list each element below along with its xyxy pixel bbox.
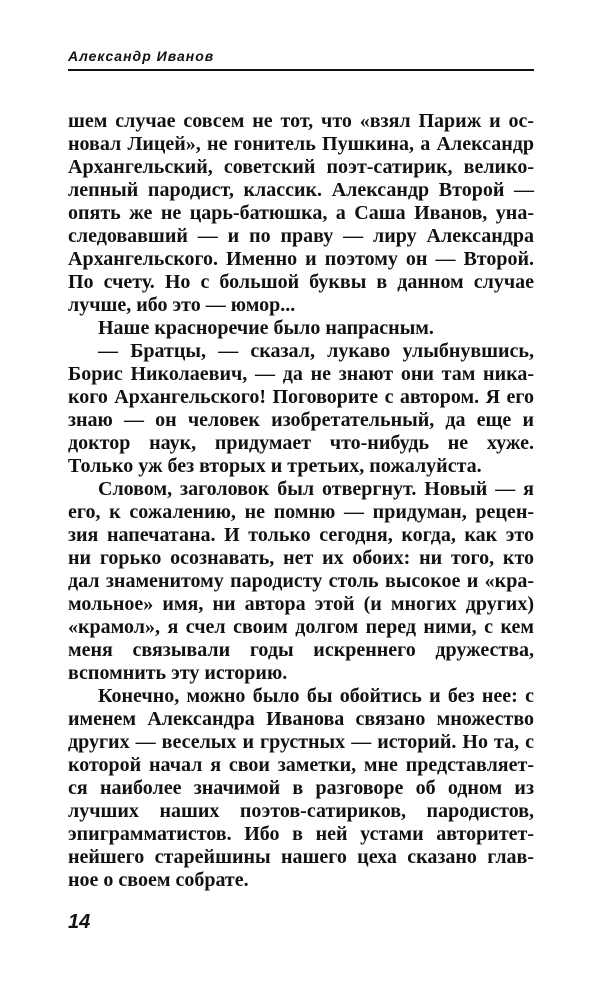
text-line: ное о своем собрате. <box>68 869 249 891</box>
text-line: меня связывали годы искреннего дружества, <box>68 639 534 661</box>
text-line: других — веселых и грустных — историй. Но та, с <box>68 731 534 753</box>
text-line: «крамол», я счел своим долгом перед ними, с кем <box>68 616 534 638</box>
text-line: Конечно, можно было бы обойтись и без нее: с <box>98 685 534 707</box>
text-line: именем Александра Иванова связано множество <box>68 708 534 730</box>
text-line: опять же не царь-батюшка, а Саша Иванов, уна- <box>68 202 534 224</box>
text-line: кого Архангельского! Поговорите с автором. Я его <box>68 386 534 408</box>
text-line: По счету. Но с большой буквы в данном случае <box>68 271 534 293</box>
text-line: его, к сожалению, не помню — придуман, рецен- <box>68 501 534 523</box>
text-line: Архангельский, советский поэт-сатирик, велико- <box>68 156 534 178</box>
text-line: — Братцы, — сказал, лукаво улыбнувшись, <box>98 340 534 362</box>
text-line: лучших наших поэтов-сатириков, пародистов, <box>68 800 534 822</box>
running-title: Александр Иванов <box>68 48 215 64</box>
text-line: эпиграмматистов. Ибо в ней устами авторитет- <box>68 823 534 845</box>
text-line: ся наиболее значимой в разговоре об одном из <box>68 777 534 799</box>
page-body-text <box>68 110 534 892</box>
text-line: знаю — он человек изобретательный, да еще и <box>68 409 534 431</box>
text-line: которой начал я свои заметки, мне представляет- <box>68 754 534 776</box>
text-line: лучше, ибо это — юмор... <box>68 294 296 316</box>
text-line: шем случае совсем не тот, что «взял Париж и ос- <box>68 110 534 132</box>
text-line: вспомнить эту историю. <box>68 662 288 684</box>
text-line: следовавший — и по праву — лиру Александра <box>68 225 534 247</box>
text-line: дал знаменитому пародисту столь высокое и «кра- <box>68 570 534 592</box>
text-line: мольное» имя, ни автора этой (и многих других) <box>68 593 534 615</box>
text-line: Словом, заголовок был отвергнут. Новый — я <box>98 478 534 500</box>
text-line: доктор наук, придумает что-нибудь не хуже. <box>68 432 534 454</box>
text-line: ни горько осознавать, нет их обоих: ни того, кто <box>68 547 534 569</box>
text-line: зия напечатана. И только сегодня, когда, как это <box>68 524 534 546</box>
text-line: Наше красноречие было напрасным. <box>98 317 434 339</box>
text-line: новал Лицей», не гонитель Пушкина, а Александр <box>68 133 534 155</box>
text-line: лепный пародист, классик. Александр Второй — <box>68 179 534 201</box>
text-line: Только уж без вторых и третьих, пожалуйста. <box>68 455 482 477</box>
text-line: Архангельского. Именно и поэтому он — Второй. <box>68 248 534 270</box>
running-header <box>68 48 534 71</box>
text-line: нейшего старейшины нашего цеха сказано глав- <box>68 846 534 868</box>
text-line: Борис Николаевич, — да не знают они там ника- <box>68 363 534 385</box>
page-number: 14 <box>68 911 91 933</box>
